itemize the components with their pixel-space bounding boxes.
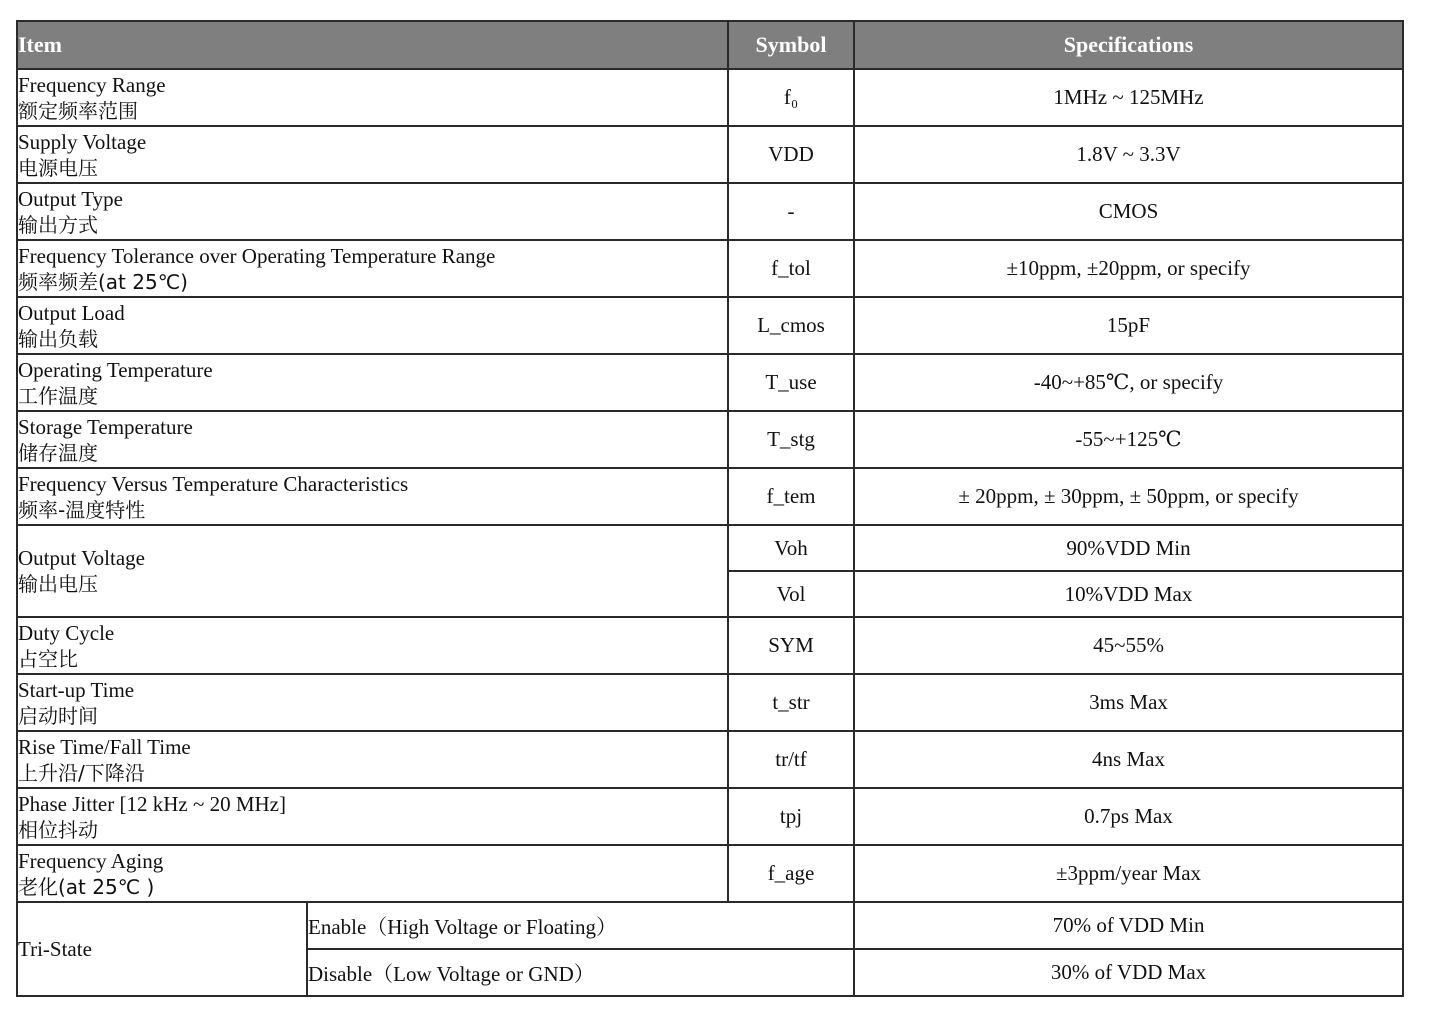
item-cell (17, 183, 728, 240)
table-row (17, 731, 1403, 788)
table-row (17, 354, 1403, 411)
item-name: Frequency Range (18, 72, 166, 97)
symbol-cell: tr/tf (728, 731, 854, 788)
table-row (17, 297, 1403, 354)
spec-cell: ±3ppm/year Max (854, 845, 1403, 902)
item-name: Output Type (18, 186, 123, 211)
spec-cell: 45~55% (854, 617, 1403, 674)
item-cell (17, 240, 728, 297)
symbol-cell: L_cmos (728, 297, 854, 354)
spec-cell: -40~+85℃, or specify (854, 354, 1403, 411)
item-cell (17, 731, 728, 788)
item-cell: Tri-State (17, 902, 307, 996)
symbol-cell: f_age (728, 845, 854, 902)
item-cell (17, 845, 728, 902)
item-name-zh: 老化(at 25℃ ) (18, 874, 155, 899)
item-name-zh: 工作温度 (18, 383, 98, 408)
table-row (17, 788, 1403, 845)
item-name: Supply Voltage (18, 129, 147, 154)
item-name: Duty Cycle (18, 620, 115, 645)
table-row (17, 617, 1403, 674)
table-row (17, 240, 1403, 297)
spec-cell: 0.7ps Max (854, 788, 1403, 845)
item-name-zh: 输出电压 (18, 572, 98, 596)
item-cell (17, 354, 728, 411)
spec-cell: 1.8V ~ 3.3V (854, 126, 1403, 183)
specifications-table (16, 20, 1404, 997)
table-row (17, 183, 1403, 240)
item-cell (17, 126, 728, 183)
header-symbol: Symbol (728, 21, 854, 69)
spec-cell: ± 20ppm, ± 30ppm, ± 50ppm, or specify (854, 468, 1403, 525)
item-name: Start-up Time (18, 677, 135, 702)
item-name-zh: 输出方式 (18, 212, 98, 237)
item-name: Frequency Tolerance over Operating Temperature Range (18, 243, 496, 268)
table-row (17, 69, 1403, 126)
item-name: Operating Temperature (18, 357, 213, 382)
spec-cell: 15pF (854, 297, 1403, 354)
item-cell (17, 69, 728, 126)
spec-cell: 30% of VDD Max (854, 949, 1403, 996)
spec-cell: -55~+125℃ (854, 411, 1403, 468)
table-row (17, 902, 1403, 949)
symbol-cell: - (728, 183, 854, 240)
header-item: Item (17, 21, 728, 69)
symbol-cell: T_stg (728, 411, 854, 468)
item-cell (17, 411, 728, 468)
table-row (17, 126, 1403, 183)
item-name-zh: 输出负载 (18, 326, 98, 351)
spec-cell: CMOS (854, 183, 1403, 240)
spec-cell: 3ms Max (854, 674, 1403, 731)
condition-cell: Disable（Low Voltage or GND） (307, 949, 854, 996)
condition-cell: Enable（High Voltage or Floating） (307, 902, 854, 949)
item-cell (17, 468, 728, 525)
header-specifications: Specifications (854, 21, 1403, 69)
item-name: Rise Time/Fall Time (18, 734, 191, 759)
item-cell (17, 674, 728, 731)
spec-cell: 4ns Max (854, 731, 1403, 788)
item-name: Output Voltage (18, 546, 145, 570)
spec-cell: 10%VDD Max (854, 571, 1403, 617)
item-cell (17, 297, 728, 354)
symbol-cell: f₀ (728, 69, 854, 126)
item-name: Phase Jitter [12 kHz ~ 20 MHz] (18, 791, 286, 816)
item-name: Output Load (18, 300, 125, 325)
item-name-zh: 额定频率范围 (18, 98, 138, 123)
header-row (17, 21, 1403, 69)
item-name-zh: 电源电压 (18, 155, 98, 180)
item-cell (17, 525, 728, 617)
item-name-zh: 频率-温度特性 (18, 497, 146, 522)
table-row (17, 525, 1403, 571)
symbol-cell: T_use (728, 354, 854, 411)
item-name: Frequency Aging (18, 848, 164, 873)
symbol-cell: f_tem (728, 468, 854, 525)
symbol-cell: f_tol (728, 240, 854, 297)
symbol-cell: t_str (728, 674, 854, 731)
item-name-zh: 储存温度 (18, 440, 98, 465)
item-name-zh: 相位抖动 (18, 817, 98, 842)
symbol-cell: VDD (728, 126, 854, 183)
item-name: Frequency Versus Temperature Characteristics (18, 471, 409, 496)
spec-cell: 90%VDD Min (854, 525, 1403, 571)
item-cell (17, 617, 728, 674)
spec-cell: ±10ppm, ±20ppm, or specify (854, 240, 1403, 297)
symbol-cell: Vol (728, 571, 854, 617)
spec-cell: 70% of VDD Min (854, 902, 1403, 949)
symbol-cell: Voh (728, 525, 854, 571)
item-name-zh: 上升沿/下降沿 (18, 760, 145, 785)
table-row (17, 845, 1403, 902)
table-row (17, 411, 1403, 468)
spec-cell: 1MHz ~ 125MHz (854, 69, 1403, 126)
table-row (17, 674, 1403, 731)
item-name-zh: 启动时间 (18, 703, 98, 728)
table-row (17, 468, 1403, 525)
item-name-zh: 频率频差(at 25℃) (18, 269, 188, 294)
symbol-cell: tpj (728, 788, 854, 845)
item-name: Storage Temperature (18, 414, 193, 439)
item-cell (17, 788, 728, 845)
item-name-zh: 占空比 (18, 646, 78, 671)
symbol-cell: SYM (728, 617, 854, 674)
